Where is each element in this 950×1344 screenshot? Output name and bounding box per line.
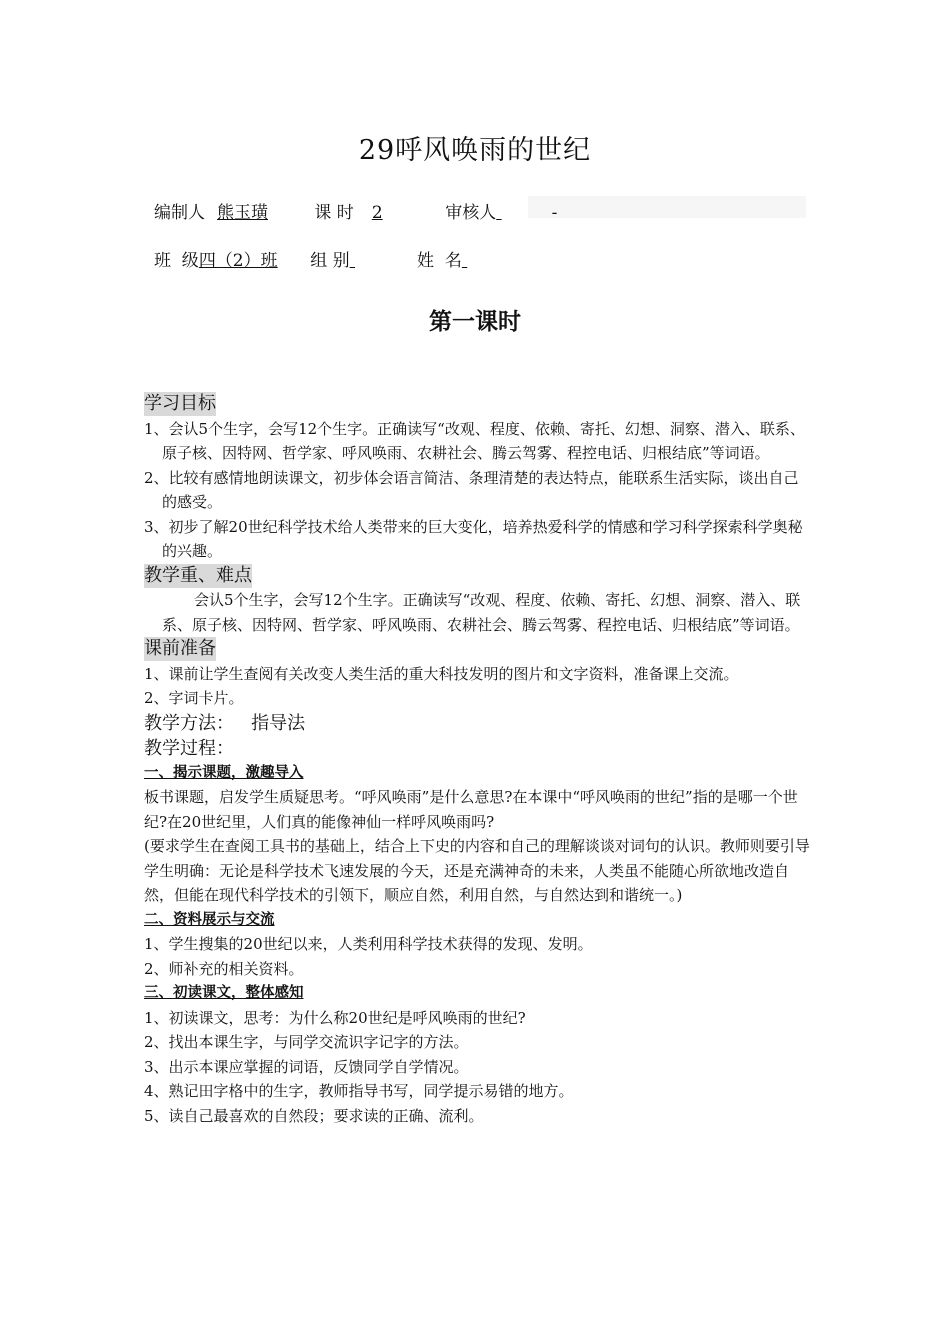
document-body — [144, 392, 812, 1128]
section-paragraph: 5、读自己最喜欢的自然段；要求读的正确、流利。 — [144, 1106, 484, 1125]
section-paragraph: (要求学生在查阅工具书的基础上，结合上下史的内容和自己的理解谈谈对词句的认识。教师则要引导学生明确：无论是科学技术飞速发展的今天，还是充满神奇的未来，人类虽不能随心所欲地改造自然，但能在现代科学技术的引领下，顺应自然，利用自然，与自然达到和谐统一。) — [144, 837, 810, 904]
lesson-title: 第一课时 — [429, 308, 521, 335]
shaded-bar — [528, 196, 806, 218]
key-points-text: 会认5个生字，会写12个生字。正确读写“改观、程度、依赖、寄托、幻想、洞察、潜入、联系、原子核、因特网、哲学家、呼风唤雨、农耕社会、腾云驾雾、程控电话、归根结底”等词语。 — [162, 591, 801, 634]
name-value — [462, 251, 506, 271]
section-paragraph: 1、学生搜集的20世纪以来，人类利用科学技术获得的发现、发明。 — [144, 935, 593, 953]
prep-item: 1、课前让学生查阅有关改变人类生活的重大科技发明的图片和文字资料，准备课上交流。 — [144, 664, 739, 683]
document-title: 29呼风唤雨的世纪 — [358, 135, 592, 166]
group-value — [350, 251, 394, 271]
meta-row-2 — [154, 246, 506, 271]
section-paragraph: 2、找出本课生字，与同学交流识字记字的方法。 — [144, 1033, 469, 1051]
editor-label: 编制人 — [154, 203, 205, 223]
section-heading: 三、初读课文，整体感知 — [144, 984, 304, 1001]
class-value: 四（2）班 — [198, 251, 278, 271]
section-heading: 一、揭示课题，激趣导入 — [144, 763, 304, 781]
section-paragraph: 4、熟记田字格中的生字，教师指导书写，同学提示易错的地方。 — [144, 1082, 574, 1100]
class-label: 班 级 — [154, 251, 199, 271]
prep-item: 2、字词卡片。 — [144, 689, 244, 707]
reviewer-label: 审核人 — [445, 203, 497, 223]
section-paragraph: 2、师补充的相关资料。 — [144, 959, 304, 978]
section-paragraph: 板书课题，启发学生质疑思考。“呼风唤雨”是什么意思?在本课中“呼风唤雨的世纪”指的是哪一个世纪?在20世纪里，人们真的能像神仙一样呼风唤雨吗? — [144, 788, 798, 831]
section-paragraph: 3、出示本课应掌握的词语，反馈同学自学情况。 — [144, 1057, 469, 1076]
process-heading: 教学过程： — [144, 737, 234, 759]
teaching-method: 教学方法： 指导法 — [144, 712, 306, 734]
hours-label: 课 时 — [314, 203, 354, 223]
section-paragraph: 1、初读课文，思考：为什么称20世纪是呼风唤雨的世纪? — [144, 1008, 526, 1027]
goal-item: 1、会认5个生字，会写12个生字。正确读写“改观、程度、依赖、寄托、幻想、洞察、潜入、联系、原子核、因特网、哲学家、呼风唤雨、农耕社会、腾云驾雾、程控电话、归根结底”等词语。 — [144, 419, 805, 462]
goals-heading: 学习目标 — [144, 393, 216, 414]
editor-value: 熊玉璜 — [217, 203, 268, 223]
hours-value: 2 — [371, 203, 383, 223]
group-label: 组 别 — [310, 251, 350, 271]
section-heading: 二、资料展示与交流 — [144, 910, 275, 928]
dash: - — [551, 203, 558, 223]
meta-row-1 — [154, 198, 557, 223]
reviewer-value — [496, 203, 540, 223]
prep-heading: 课前准备 — [144, 638, 216, 659]
key-points-heading: 教学重、难点 — [144, 564, 252, 586]
goal-item: 3、初步了解20世纪科学技术给人类带来的巨大变化，培养热爱科学的情感和学习科学探索科学奥秘的兴趣。 — [144, 517, 803, 560]
name-label: 姓 名 — [417, 251, 462, 271]
goal-item: 2、比较有感情地朗读课文，初步体会语言简洁、条理清楚的表达特点，能联系生活实际，谈出自己的感受。 — [144, 468, 799, 511]
